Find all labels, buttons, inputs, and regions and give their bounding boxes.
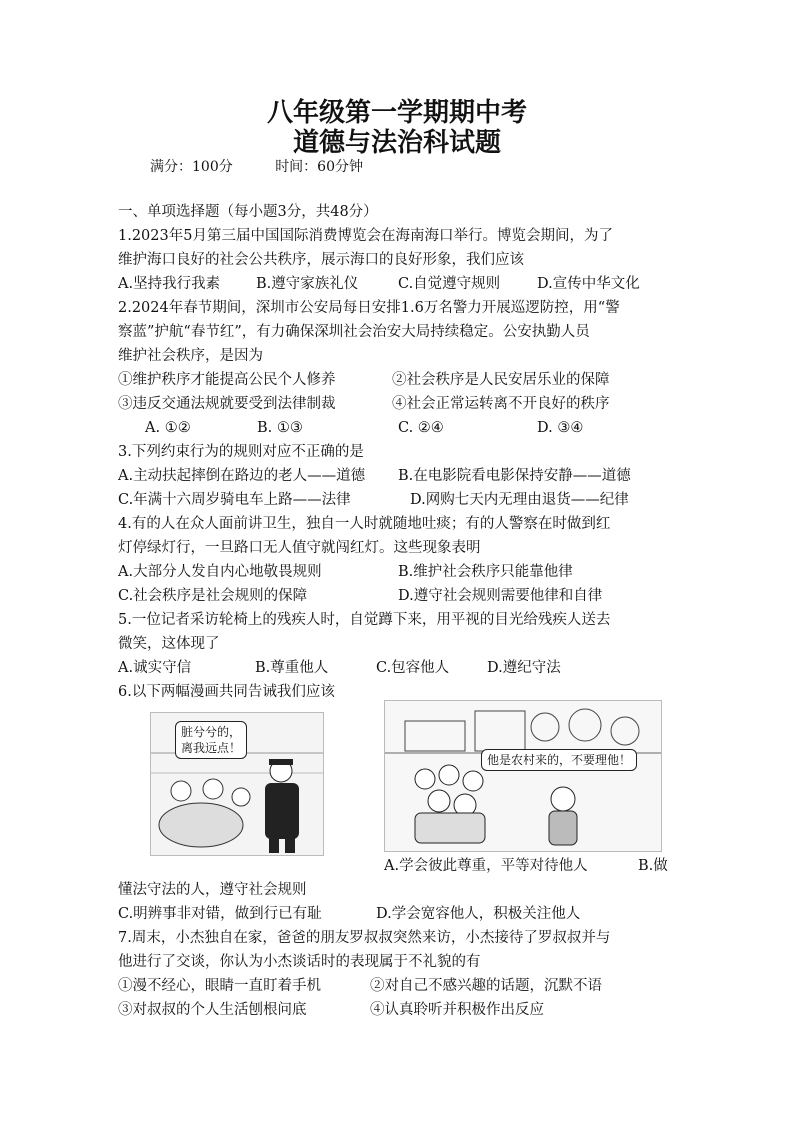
q5-option-a: A.诚实守信 xyxy=(118,660,192,676)
exam-time: 时间：60分钟 xyxy=(275,159,364,175)
q5-option-c: C.包容他人 xyxy=(376,660,450,676)
full-score: 满分：100分 xyxy=(150,159,233,175)
q7-stem-line1: 7.周末，小杰独自在家，爸爸的朋友罗叔叔突然来访，小杰接待了罗叔叔并与 xyxy=(118,930,611,946)
q2-statement-2: ②社会秩序是人民安居乐业的保障 xyxy=(392,372,610,388)
q3-stem: 3.下列约束行为的规则对应不正确的是 xyxy=(118,444,364,460)
q6-option-a: A.学会彼此尊重，平等对待他人 xyxy=(384,858,588,874)
q4-stem-line1: 4.有的人在众人面前讲卫生，独自一人时就随地吐痰；有的人警察在时做到红 xyxy=(118,516,611,532)
q4-option-b: B.维护社会秩序只能靠他律 xyxy=(398,564,573,580)
q5-stem-line1: 5.一位记者采访轮椅上的残疾人时，自觉蹲下来，用平视的目光给残疾人送去 xyxy=(118,612,611,628)
q1-option-c: C.自觉遵守规则 xyxy=(398,276,501,292)
q5-stem-line2: 微笑，这体现了 xyxy=(118,636,220,652)
q1-option-a: A.坚持我行我素 xyxy=(118,276,221,292)
cartoon-left xyxy=(150,712,324,856)
q2-option-b: B. ①③ xyxy=(257,420,303,436)
exam-title-subject: 道德与法治科试题 xyxy=(292,128,501,158)
q4-stem-line2: 灯停绿灯行，一旦路口无人值守就闯红灯。这些现象表明 xyxy=(118,540,481,556)
q3-option-a: A.主动扶起摔倒在路边的老人——道德 xyxy=(118,468,366,484)
q2-stem-line2: 察蓝”护航“春节红”，有力确保深圳社会治安大局持续稳定。公安执勤人员 xyxy=(118,324,590,340)
q3-option-d: D.网购七天内无理由退货——纪律 xyxy=(410,492,629,508)
section-heading: 一、单项选择题（每小题3分，共48分） xyxy=(118,204,378,220)
q7-statement-1: ①漫不经心，眼睛一直盯着手机 xyxy=(118,978,321,994)
q1-stem-line2: 维护海口良好的社会公共秩序，展示海口的良好形象，我们应该 xyxy=(118,252,524,268)
q5-option-b: B.尊重他人 xyxy=(255,660,329,676)
cartoon-right-speech-bubble: 他是农村来的，不要理他！ xyxy=(481,749,637,771)
cartoon-left-speech-line2: 离我远点！ xyxy=(181,741,242,755)
q6-stem: 6.以下两幅漫画共同告诫我们应该 xyxy=(118,684,335,700)
q2-option-a: A. ①② xyxy=(145,420,191,436)
cartoon-right xyxy=(384,700,662,852)
cartoon-left-speech-bubble xyxy=(175,721,247,759)
q6-option-c: C.明辨事非对错，做到行已有耻 xyxy=(118,906,322,922)
q7-statement-3: ③对叔叔的个人生活刨根问底 xyxy=(118,1002,307,1018)
q3-option-c: C.年满十六周岁骑电车上路——法律 xyxy=(118,492,351,508)
q6-option-b-part2: 懂法守法的人，遵守社会规则 xyxy=(118,882,307,898)
q4-option-d: D.遵守社会规则需要他律和自律 xyxy=(398,588,603,604)
q2-statement-3: ③违反交通法规就要受到法律制裁 xyxy=(118,396,336,412)
q1-option-b: B.遵守家族礼仪 xyxy=(256,276,359,292)
exam-title-grade: 八年级第一学期期中考 xyxy=(266,98,527,128)
q1-option-d: D.宣传中华文化 xyxy=(537,276,640,292)
q6-option-b-part1: B.做 xyxy=(638,858,668,874)
q2-option-c: C. ②④ xyxy=(398,420,444,436)
q4-option-a: A.大部分人发自内心地敬畏规则 xyxy=(118,564,322,580)
q5-option-d: D.遵纪守法 xyxy=(487,660,561,676)
q6-option-d: D.学会宽容他人，积极关注他人 xyxy=(376,906,581,922)
q2-statement-1: ①维护秩序才能提高公民个人修养 xyxy=(118,372,336,388)
q3-option-b: B.在电影院看电影保持安静——道德 xyxy=(398,468,631,484)
q4-option-c: C.社会秩序是社会规则的保障 xyxy=(118,588,308,604)
cartoon-left-speech-line1: 脏兮兮的， xyxy=(181,725,242,739)
q7-statement-2: ②对自己不感兴趣的话题，沉默不语 xyxy=(370,978,602,994)
exam-meta xyxy=(150,156,401,176)
q2-option-d: D. ③④ xyxy=(537,420,584,436)
q7-stem-line2: 他进行了交谈，你认为小杰谈话时的表现属于不礼貌的有 xyxy=(118,954,481,970)
q7-statement-4: ④认真聆听并积极作出反应 xyxy=(370,1002,544,1018)
cartoon-right-illustration xyxy=(385,701,661,851)
q2-stem-line1: 2.2024年春节期间，深圳市公安局每日安排1.6万名警力开展巡逻防控，用“警 xyxy=(118,300,620,316)
q1-stem-line1: 1.2023年5月第三届中国国际消费博览会在海南海口举行。博览会期间，为了 xyxy=(118,228,613,244)
q2-stem-line3: 维护社会秩序，是因为 xyxy=(118,348,263,364)
q2-statement-4: ④社会正常运转离不开良好的秩序 xyxy=(392,396,610,412)
